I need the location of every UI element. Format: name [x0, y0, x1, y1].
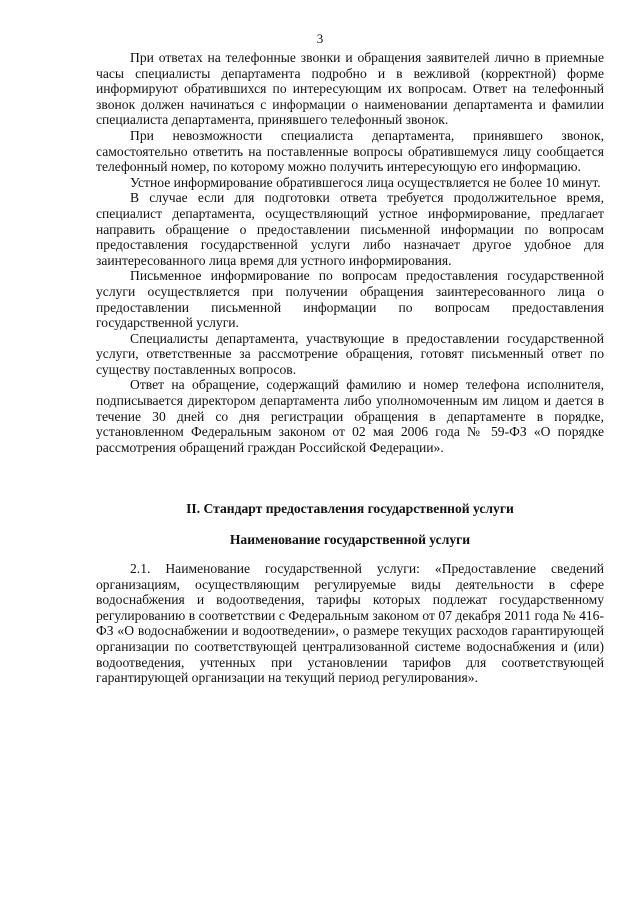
page-number: 3 [316, 31, 324, 46]
paragraph-long-preparation: В случае если для подготовки ответа требуется продолжительное время, специалист департамента, осуществляющий устное информирование, предлагает направить обращение о предоставлении письменной информации по вопросам предоставления государственной услуги либо назначает другое удобное для заинтересованного лица время для устного информирования. [96, 190, 604, 268]
paragraph-specialists-response: Специалисты департамента, участвующие в предоставлении государственной услуги, ответственные за рассмотрение обращения, готовят письменный ответ по существу поставленных вопросов. [96, 330, 604, 377]
paragraph-response-signing: Ответ на обращение, содержащий фамилию и номер телефона исполнителя, подписывается директором департамента либо уполномоченным им лицом и дается в течение 30 дней со дня регистрации обращения в департаменте в порядке, установленном Федеральным законом от 02 мая 2006 года № 59-ФЗ «О порядке рассмотрения обращений граждан Российской Федерации». [96, 377, 604, 455]
section-subheading: Наименование государственной услуги [229, 532, 471, 547]
paragraph-telephone-answers: При ответах на телефонные звонки и обращения заявителей лично в приемные часы специалисты департамента подробно и в вежливой (корректной) форме информируют обратившихся по интересующим их вопросам. Ответ на телефонный звонок должен начинаться с информации о наименовании департамента и фамилии специалиста департамента, принявшего телефонный звонок. [96, 50, 604, 128]
paragraph-written-information: Письменное информирование по вопросам предоставления государственной услуги осуществляется при получении обращения заинтересованного лица о предоставлении письменной информации по вопросам предоставления государственной услуги. [96, 268, 604, 331]
body-text [96, 50, 604, 455]
paragraph-oral-duration: Устное информирование обратившегося лица осуществляется не более 10 минут. [130, 174, 601, 190]
paragraph-unable-to-answer: При невозможности специалиста департамента, принявшего звонок, самостоятельно ответить на поставленные вопросы обратившемуся лицу сообщается телефонный номер, по которому можно получить интересующую его информацию. [96, 127, 604, 175]
section-body-text [96, 561, 604, 686]
paragraph-service-name: 2.1. Наименование государственной услуги: «Предоставление сведений организациям, осуществляющим регулируемые виды деятельности в сфере водоснабжения и водоотведения, тарифы которых подлежат государственному регулированию в соответствии с Федеральным законом от 07 декабря 2011 года № 416-ФЗ «О водоснабжении и водоотведении», о размере текущих расходов гарантирующей организации по соответствующей централизованной системе водоснабжения и (или) водоотведения, учтенных при установлении тарифов для соответствующей гарантирующей организации на текущий период регулирования». [96, 561, 604, 686]
section-heading: II. Стандарт предоставления государственной услуги [186, 501, 514, 516]
